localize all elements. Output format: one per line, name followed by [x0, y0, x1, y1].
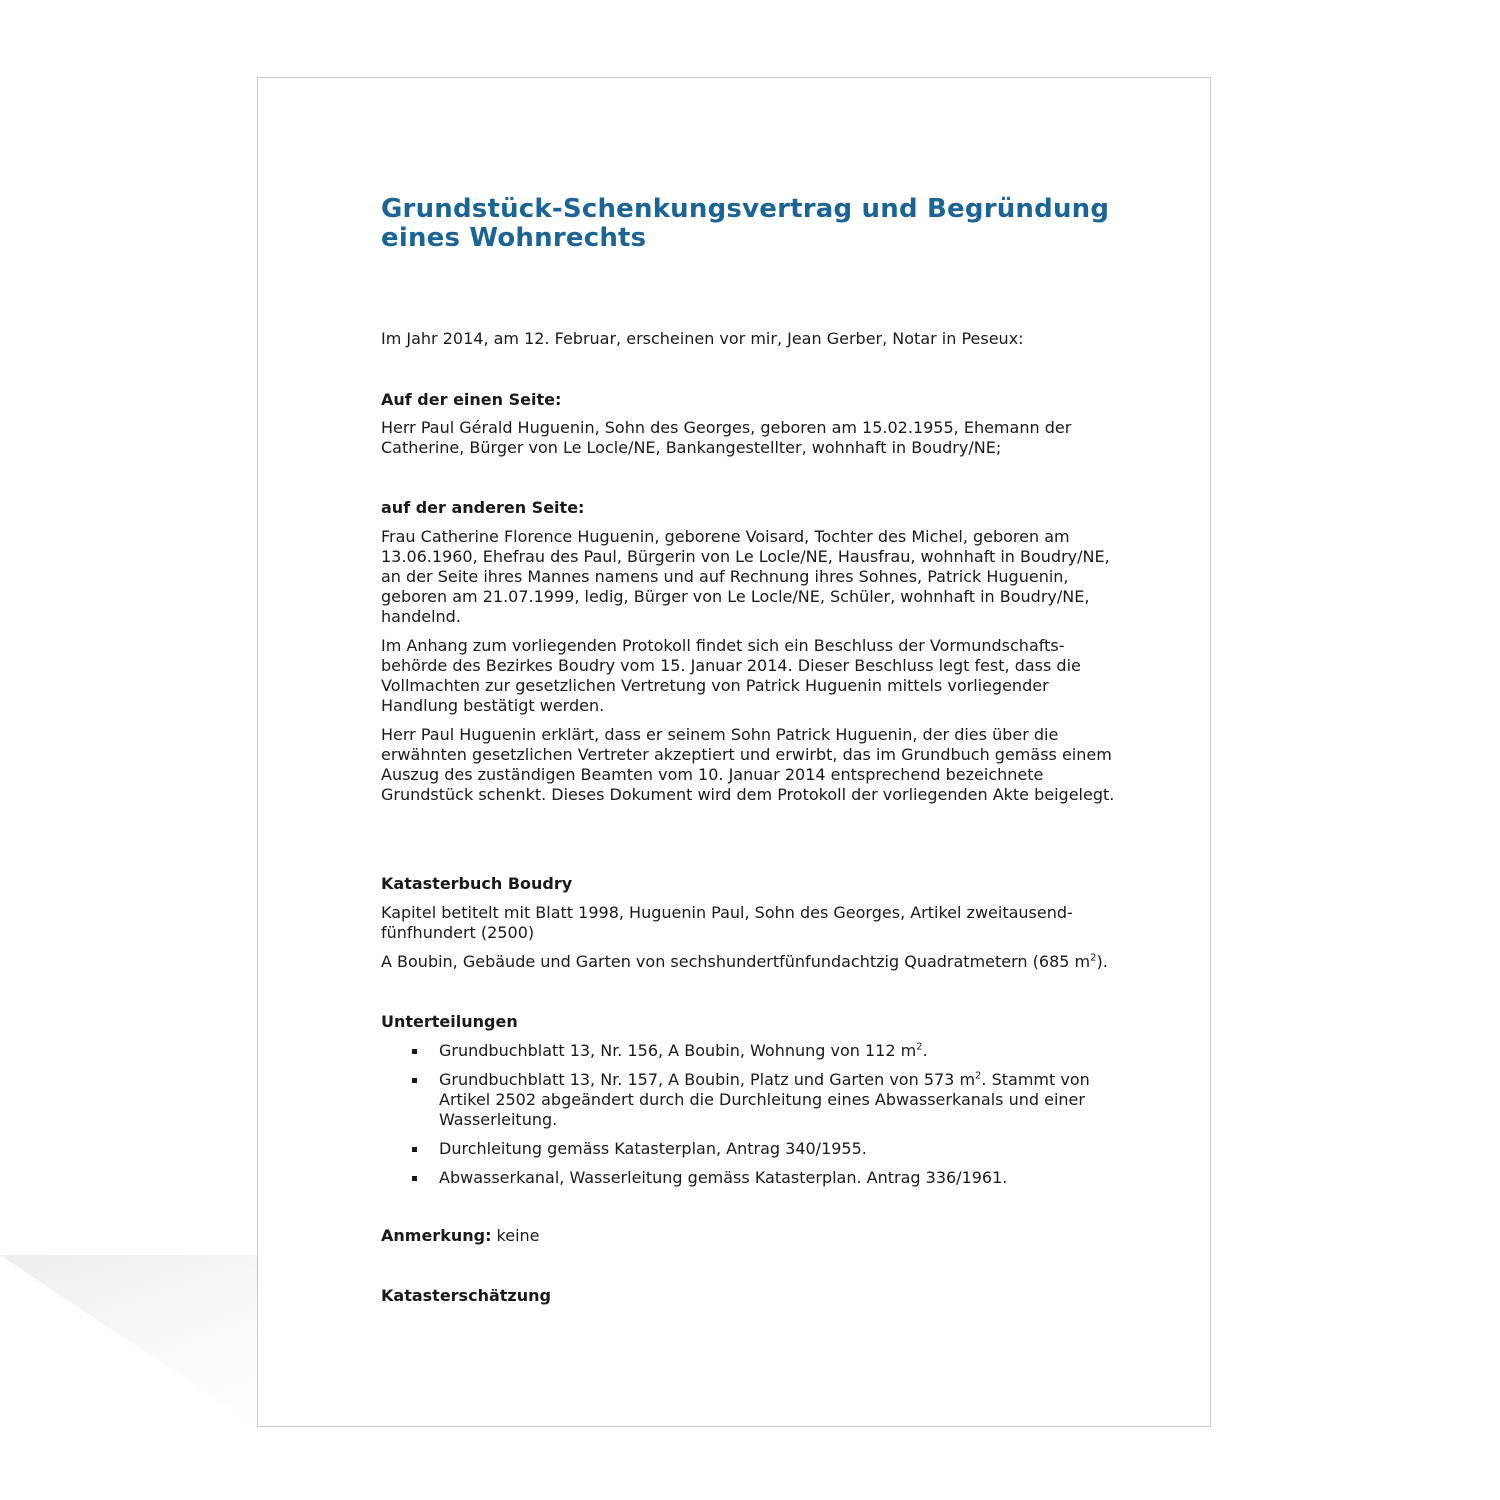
- unterteilungen-heading: Unterteilungen: [381, 1012, 518, 1031]
- katasterschaetzung-heading: Katasterschätzung: [381, 1286, 551, 1305]
- list-item: [381, 1041, 1121, 1061]
- intro-paragraph: Im Jahr 2014, am 12. Februar, erscheinen vor mir, Jean Gerber, Notar in Peseux:: [381, 329, 1024, 348]
- kataster-heading: Katasterbuch Boudry: [381, 874, 573, 893]
- list-item-text: Grundbuchblatt 13, Nr. 156, A Boubin, Wohnung von 112 m: [439, 1041, 917, 1060]
- page-shadow: [0, 1255, 262, 1430]
- list-item: [381, 1139, 1121, 1159]
- list-item-text: Durchleitung gemäss Katasterplan, Antrag 340/1955.: [439, 1139, 867, 1158]
- list-item: [381, 1168, 1121, 1188]
- list-item-text: Grundbuchblatt 13, Nr. 157, A Boubin, Platz und Garten von 573 m: [439, 1070, 976, 1089]
- party1-text: Herr Paul Gérald Huguenin, Sohn des Georges, geboren am 15.02.1955, Ehemann der Catherine, Bürger von Le Locle/NE, Bankangestellter, wohnhaft in Boudry/NE;: [381, 418, 1072, 457]
- list-item-suffix: . Stammt von Artikel 2502 abgeändert durch die Durchleitung eines Abwasserkanals und einer Wasserleitung.: [439, 1070, 1090, 1129]
- party2-heading: auf der anderen Seite:: [381, 498, 585, 517]
- list-item-sup: 2: [916, 1041, 923, 1053]
- document-page: [257, 77, 1211, 1427]
- anmerkung-value: keine: [491, 1226, 540, 1245]
- annex-paragraph: Im Anhang zum vorliegenden Protokoll findet sich ein Beschluss der Vormundschafts-behörde des Bezirkes Boudry vom 15. Januar 2014. Dieser Beschluss legt fest, dass die Vollmachten zur gesetzlichen Vertretung von Patrick Huguenin mittels vorliegender Handlung bestätigt werden.: [381, 636, 1081, 715]
- list-item-text: Abwasserkanal, Wasserleitung gemäss Katasterplan. Antrag 336/1961.: [439, 1168, 1008, 1187]
- document-title: Grundstück-Schenkungsvertrag und Begründung eines Wohnrechts: [381, 194, 1110, 253]
- document-content: [381, 195, 1121, 1306]
- party2-text: Frau Catherine Florence Huguenin, geborene Voisard, Tochter des Michel, geboren am 13.06.1960, Ehefrau des Paul, Bürgerin von Le Locle/NE, Hausfrau, wohnhaft in Boudry/NE, an der Seite ihres Mannes namens und auf Rechnung ihres Sohnes, Patrick Huguenin, geboren am 21.07.1999, ledig, Bürger von Le Locle/NE, Schüler, wohnhaft in Boudry/NE, handelnd.: [381, 527, 1110, 626]
- list-item-suffix: .: [922, 1041, 928, 1060]
- kataster-line1: Kapitel betitelt mit Blatt 1998, Huguenin Paul, Sohn des Georges, Artikel zweitausend-fünfhundert (2500): [381, 903, 1073, 942]
- list-item: [381, 1070, 1121, 1130]
- list-item-sup: 2: [975, 1070, 982, 1082]
- anmerkung-line: [381, 1226, 1121, 1246]
- kataster-line2: [381, 952, 1121, 972]
- anmerkung-label: Anmerkung:: [381, 1226, 492, 1245]
- kataster-line2-sup: 2: [1090, 952, 1097, 964]
- unterteilungen-list: [381, 1041, 1121, 1188]
- declaration-paragraph: Herr Paul Huguenin erklärt, dass er seinem Sohn Patrick Huguenin, der dies über die erwähnten gesetzlichen Vertreter akzeptiert und erwirbt, das im Grundbuch gemäss einem Auszug des zuständigen Beamten vom 10. Januar 2014 entsprechend bezeichnete Grundstück schenkt. Dieses Dokument wird dem Protokoll der vorliegenden Akte beigelegt.: [381, 725, 1115, 804]
- kataster-line2-prefix: A Boubin, Gebäude und Garten von sechshundertfünfundachtzig Quadratmetern (685 m: [381, 952, 1091, 971]
- kataster-line2-suffix: ).: [1096, 952, 1108, 971]
- party1-heading: Auf der einen Seite:: [381, 390, 562, 409]
